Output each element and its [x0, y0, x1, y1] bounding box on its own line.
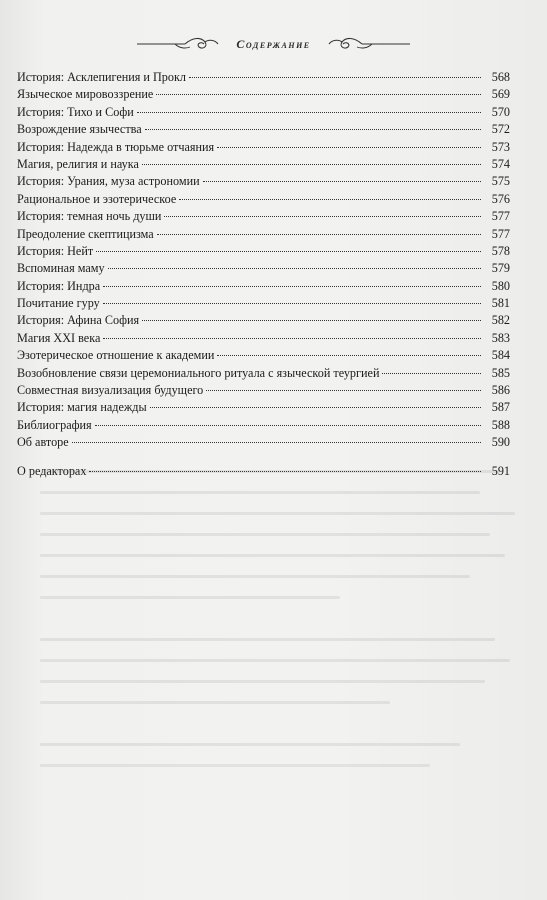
- toc-leader-dots: [157, 234, 481, 235]
- toc-leader-dots: [142, 164, 481, 165]
- toc-entry-title: История: Асклепигения и Прокл: [17, 70, 186, 84]
- toc-entry-title: Возрождение язычества: [17, 122, 142, 137]
- toc-entry-page: 573: [491, 139, 510, 154]
- toc-leader-dots: [179, 199, 481, 200]
- toc-leader-dots: [145, 129, 481, 130]
- toc-entry-title: История: Урания, муза астрономии: [17, 174, 200, 189]
- toc-entry-title: Преодоление скептицизма: [17, 226, 154, 241]
- toc-entry-page: 574: [491, 156, 510, 171]
- flourish-left-icon: [135, 35, 220, 53]
- toc-entry: [17, 399, 510, 416]
- toc-leader-dots: [72, 442, 481, 443]
- toc-entry-page: 585: [491, 365, 510, 380]
- toc-leader-dots: [217, 355, 481, 356]
- toc-entry-page: 586: [491, 383, 510, 398]
- section-title: Содержание: [236, 36, 311, 51]
- toc-entry-page: 578: [491, 243, 510, 258]
- toc-entry: [17, 86, 510, 103]
- toc-entry-title: Эзотерическое отношение к академии: [17, 348, 215, 363]
- toc-entry: [17, 226, 510, 243]
- toc-entry-page: 579: [491, 261, 510, 276]
- toc-entry-title: Об авторе: [17, 435, 69, 450]
- toc-leader-dots: [96, 251, 481, 252]
- toc-entry-page: 568: [491, 70, 510, 84]
- toc-entry-editors: [17, 463, 510, 480]
- toc-entry: [17, 295, 510, 312]
- toc-entry: [17, 382, 510, 399]
- toc-entry-page: 580: [491, 278, 510, 293]
- toc-entry: [17, 243, 510, 260]
- toc-leader-dots: [89, 471, 481, 472]
- table-of-contents: [17, 69, 510, 480]
- toc-entry: [17, 312, 510, 329]
- toc-entry-title: История: Тихо и Софи: [17, 104, 134, 119]
- toc-entry: [17, 69, 510, 86]
- toc-entry-title: История: магия надежды: [17, 400, 147, 415]
- toc-entry-title: История: Индра: [17, 278, 101, 293]
- toc-leader-dots: [137, 112, 481, 113]
- toc-leader-dots: [103, 303, 481, 304]
- toc-leader-dots: [142, 320, 481, 321]
- toc-entry-title: Возобновление связи церемониального ритуала с языческой теургией: [17, 365, 380, 380]
- toc-leader-dots: [95, 425, 481, 426]
- toc-leader-dots: [150, 407, 481, 408]
- toc-entry: [17, 173, 510, 190]
- toc-leader-dots: [217, 147, 481, 148]
- toc-entry: [17, 434, 510, 451]
- toc-entry: [17, 191, 510, 208]
- toc-entry: [17, 417, 510, 434]
- toc-entry-title: О редакторах: [17, 463, 87, 478]
- toc-entry-page: 570: [491, 104, 510, 119]
- toc-leader-dots: [103, 338, 481, 339]
- toc-leader-dots: [164, 216, 481, 217]
- toc-entry: [17, 139, 510, 156]
- toc-entry-title: Магия, религия и наука: [17, 156, 139, 171]
- toc-entry: [17, 330, 510, 347]
- toc-entry-title: Совместная визуализация будущего: [17, 383, 204, 398]
- section-header: [0, 34, 547, 54]
- toc-entry: [17, 260, 510, 277]
- flourish-right-icon: [327, 35, 412, 53]
- toc-entry-title: Магия XXI века: [17, 330, 101, 345]
- toc-leader-dots: [103, 286, 481, 287]
- toc-entry-page: 582: [491, 313, 510, 328]
- toc-entry-page: 591: [491, 463, 510, 478]
- toc-entry: [17, 121, 510, 138]
- toc-leader-dots: [203, 181, 481, 182]
- show-through-text: [40, 470, 540, 850]
- toc-entry-title: Почитание гуру: [17, 296, 100, 311]
- toc-entry: [17, 156, 510, 173]
- toc-entry: [17, 347, 510, 364]
- toc-leader-dots: [108, 268, 481, 269]
- toc-entry-title: История: Афина София: [17, 313, 140, 328]
- toc-entry-page: 581: [491, 296, 510, 311]
- toc-entry-page: 590: [491, 435, 510, 450]
- toc-entry-page: 569: [491, 87, 510, 102]
- toc-entry-title: История: Надежда в тюрьме отчаяния: [17, 139, 215, 154]
- toc-entry-page: 575: [491, 174, 510, 189]
- toc-entry-page: 588: [491, 417, 510, 432]
- toc-leader-dots: [156, 94, 481, 95]
- toc-entry: [17, 278, 510, 295]
- toc-leader-dots: [189, 77, 481, 78]
- toc-entry-page: 572: [491, 122, 510, 137]
- toc-entry-page: 576: [491, 191, 510, 206]
- toc-entry: [17, 208, 510, 225]
- toc-entry-page: 577: [491, 209, 510, 224]
- toc-entry-title: История: темная ночь души: [17, 209, 162, 224]
- toc-entry-title: История: Нейт: [17, 243, 94, 258]
- toc-entry: [17, 365, 510, 382]
- toc-entry: [17, 104, 510, 121]
- toc-entry-page: 584: [491, 348, 510, 363]
- toc-entry-title: Языческое мировоззрение: [17, 87, 154, 102]
- toc-entry-page: 587: [491, 400, 510, 415]
- toc-entry-page: 577: [491, 226, 510, 241]
- toc-leader-dots: [382, 373, 481, 374]
- toc-entry-title: Библиография: [17, 417, 92, 432]
- toc-leader-dots: [206, 390, 481, 391]
- toc-entry-title: Вспоминая маму: [17, 261, 105, 276]
- toc-entry-page: 583: [491, 330, 510, 345]
- toc-entry-title: Рациональное и эзотерическое: [17, 191, 177, 206]
